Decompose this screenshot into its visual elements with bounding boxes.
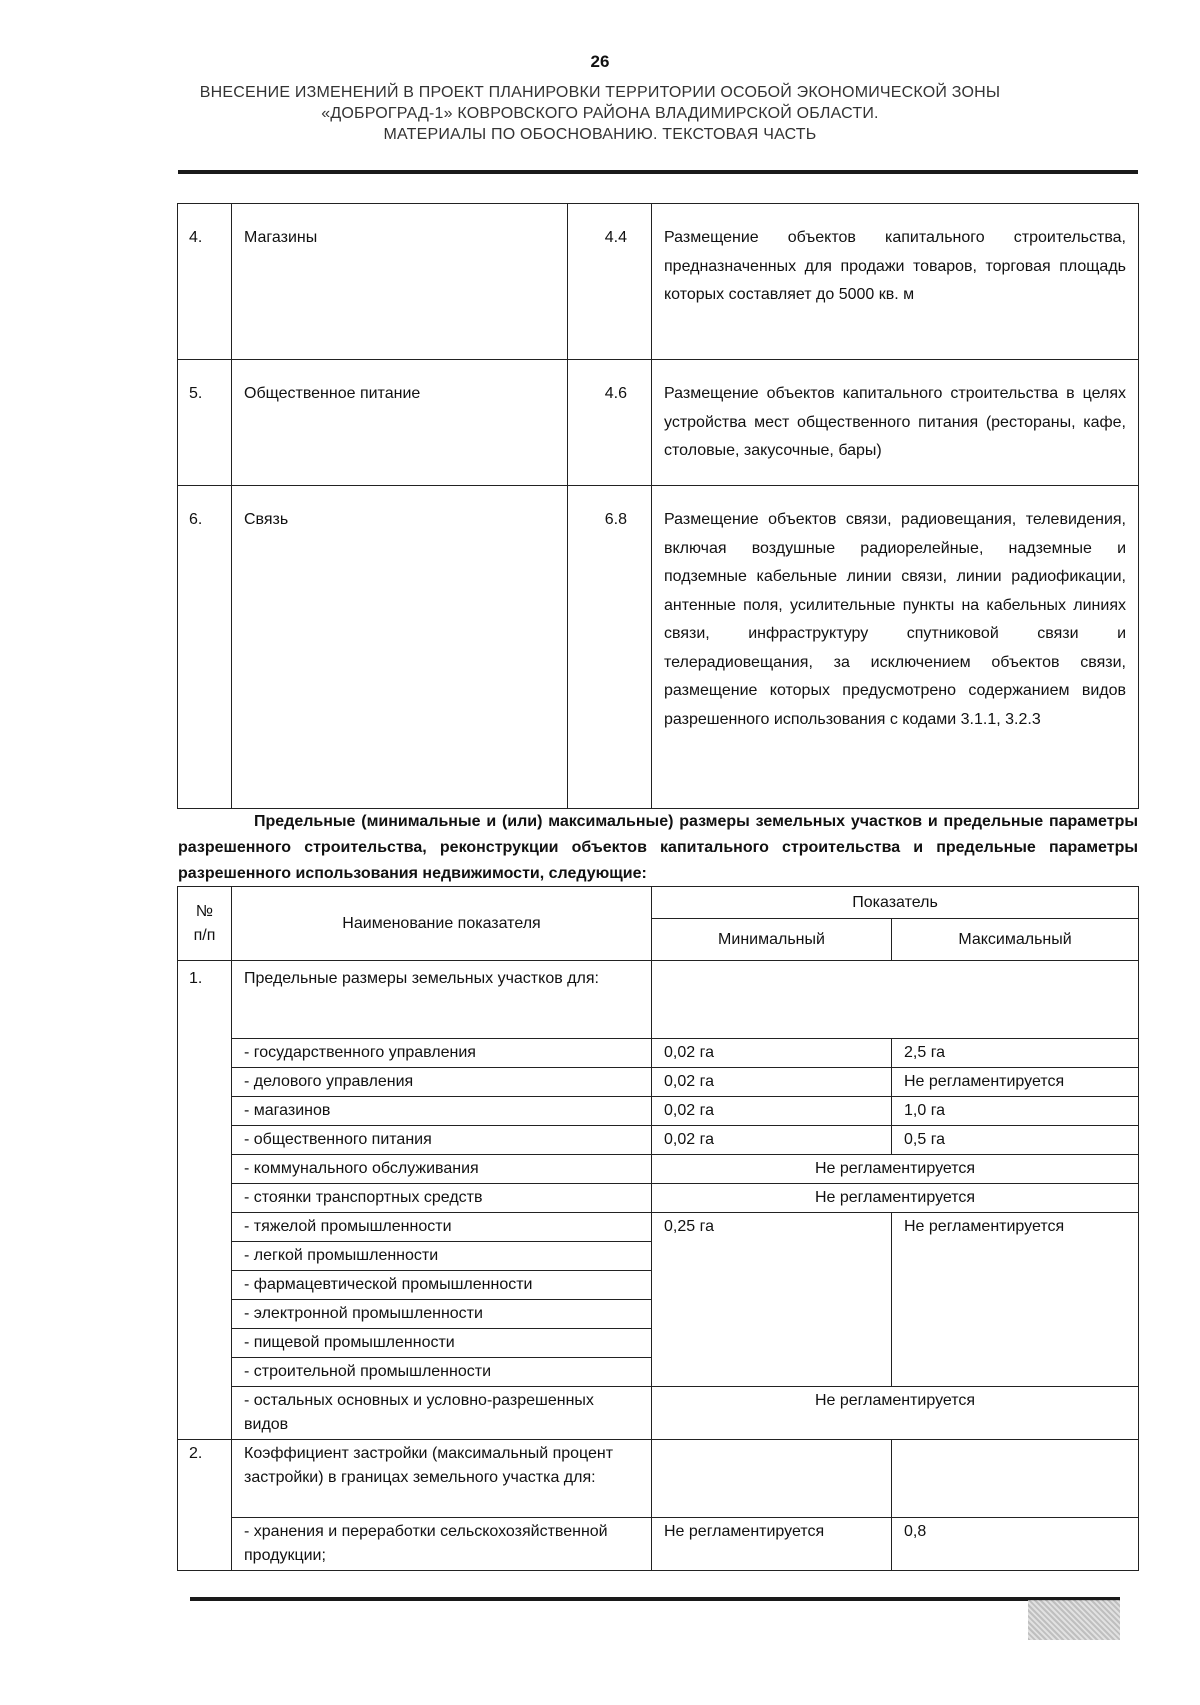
parameter-name: - фармацевтической промышленности bbox=[232, 1271, 652, 1300]
max-value: 0,8 bbox=[892, 1518, 1139, 1571]
use-type-name: Связь bbox=[232, 486, 568, 809]
table-row bbox=[178, 1068, 1139, 1097]
empty-cell bbox=[178, 1271, 232, 1300]
empty-cell bbox=[178, 1518, 232, 1571]
use-type-code: 6.8 bbox=[568, 486, 652, 809]
empty-cell bbox=[178, 1155, 232, 1184]
max-value: Не регламентируется bbox=[892, 1213, 1139, 1387]
parameter-name: - стоянки транспортных средств bbox=[232, 1184, 652, 1213]
header-line: ВНЕСЕНИЕ ИЗМЕНЕНИЙ В ПРОЕКТ ПЛАНИРОВКИ ТЕРРИТОРИИ ОСОБОЙ ЭКОНОМИЧЕСКОЙ ЗОНЫ bbox=[199, 84, 1001, 101]
table-row bbox=[178, 961, 1139, 1039]
min-value: 0,02 га bbox=[652, 1126, 892, 1155]
parameter-name: - магазинов bbox=[232, 1097, 652, 1126]
row-number: 4. bbox=[178, 204, 232, 360]
parameter-name: - остальных основных и условно-разрешенных видов bbox=[232, 1387, 652, 1440]
empty-cell bbox=[178, 1242, 232, 1271]
table-row bbox=[178, 1097, 1139, 1126]
header-indicator: Показатель bbox=[652, 887, 1139, 919]
empty-cell bbox=[178, 1184, 232, 1213]
header-line: «ДОБРОГРАД-1» КОВРОВСКОГО РАЙОНА ВЛАДИМИРСКОЙ ОБЛАСТИ. bbox=[321, 105, 879, 122]
merged-value: Не регламентируется bbox=[652, 1155, 1139, 1184]
page-number: 26 bbox=[590, 52, 610, 71]
empty-cell bbox=[178, 1097, 232, 1126]
parameter-name: - тяжелой промышленности bbox=[232, 1213, 652, 1242]
parameter-name: - общественного питания bbox=[232, 1126, 652, 1155]
empty-cell bbox=[178, 1358, 232, 1387]
table-row bbox=[178, 204, 1139, 360]
footer-divider bbox=[190, 1597, 1120, 1601]
parameter-name: - хранения и переработки сельскохозяйственной продукции; bbox=[232, 1518, 652, 1571]
scan-stamp-mark bbox=[1028, 1600, 1120, 1640]
parameter-name: - пищевой промышленности bbox=[232, 1329, 652, 1358]
use-type-description: Размещение объектов связи, радиовещания, телевидения, включая воздушные радиорелейные, надземные и подземные кабельные линии связи, линии радиофикации, антенные поля, усилительные пункты на кабельных линиях связи, инфраструктуру спутниковой связи и телерадиовещания, за исключением объектов связи, размещение которых предусмотрено содержанием видов разрешенного использования с кодами 3.1.1, 3.2.3 bbox=[652, 486, 1139, 809]
parameter-name: - коммунального обслуживания bbox=[232, 1155, 652, 1184]
row-number: 1. bbox=[178, 961, 232, 1039]
max-value: Не регламентируется bbox=[892, 1068, 1139, 1097]
header-name: Наименование показателя bbox=[232, 887, 652, 961]
use-type-code: 4.6 bbox=[568, 360, 652, 486]
header-min: Минимальный bbox=[652, 919, 892, 961]
parameter-name: - делового управления bbox=[232, 1068, 652, 1097]
parameter-name: - строительной промышленности bbox=[232, 1358, 652, 1387]
empty-cell bbox=[892, 1440, 1139, 1518]
table-row bbox=[178, 1213, 1139, 1242]
table-row bbox=[178, 1518, 1139, 1571]
parameters-intro-text: Предельные (минимальные и (или) максимальные) размеры земельных участков и предельные параметры разрешенного строительства, реконструкции объектов капитального строительства и предельные параметры разрешенного использования недвижимости, следующие: bbox=[178, 813, 1138, 882]
merged-value: Не регламентируется bbox=[652, 1387, 1139, 1440]
empty-cell bbox=[178, 1300, 232, 1329]
section-title: Коэффициент застройки (максимальный процент застройки) в границах земельного участка для: bbox=[232, 1440, 652, 1518]
max-value: 1,0 га bbox=[892, 1097, 1139, 1126]
use-type-description: Размещение объектов капитального строительства, предназначенных для продажи товаров, торговая площадь которых составляет до 5000 кв. м bbox=[652, 204, 1139, 360]
min-value: Не регламентируется bbox=[652, 1518, 892, 1571]
header-max: Максимальный bbox=[892, 919, 1139, 961]
empty-cell bbox=[178, 1126, 232, 1155]
empty-cell bbox=[178, 1068, 232, 1097]
empty-cell bbox=[178, 1329, 232, 1358]
table-row bbox=[178, 1126, 1139, 1155]
header-line: МАТЕРИАЛЫ ПО ОБОСНОВАНИЮ. ТЕКСТОВАЯ ЧАСТЬ bbox=[383, 126, 817, 143]
empty-cell bbox=[178, 1387, 232, 1440]
max-value: 0,5 га bbox=[892, 1126, 1139, 1155]
min-value: 0,02 га bbox=[652, 1068, 892, 1097]
merged-value: Не регламентируется bbox=[652, 1184, 1139, 1213]
table-row bbox=[178, 1387, 1139, 1440]
header-num: № п/п bbox=[178, 887, 232, 961]
table-header-row bbox=[178, 887, 1139, 919]
table-row bbox=[178, 1440, 1139, 1518]
table-row bbox=[178, 1155, 1139, 1184]
empty-cell bbox=[652, 1440, 892, 1518]
use-type-name: Общественное питание bbox=[232, 360, 568, 486]
use-type-name: Магазины bbox=[232, 204, 568, 360]
row-number: 2. bbox=[178, 1440, 232, 1518]
land-use-types-table bbox=[177, 203, 1139, 809]
min-value: 0,25 га bbox=[652, 1213, 892, 1387]
min-value: 0,02 га bbox=[652, 1039, 892, 1068]
header-divider bbox=[178, 170, 1138, 174]
parameter-name: - государственного управления bbox=[232, 1039, 652, 1068]
empty-cell bbox=[178, 1213, 232, 1242]
empty-cell bbox=[178, 1039, 232, 1068]
use-type-code: 4.4 bbox=[568, 204, 652, 360]
document-header bbox=[0, 82, 1200, 145]
table-row bbox=[178, 486, 1139, 809]
min-value: 0,02 га bbox=[652, 1097, 892, 1126]
use-type-description: Размещение объектов капитального строительства в целях устройства мест общественного питания (рестораны, кафе, столовые, закусочные, бары) bbox=[652, 360, 1139, 486]
row-number: 6. bbox=[178, 486, 232, 809]
parameters-table bbox=[177, 886, 1139, 1571]
max-value: 2,5 га bbox=[892, 1039, 1139, 1068]
row-number: 5. bbox=[178, 360, 232, 486]
parameter-name: - легкой промышленности bbox=[232, 1242, 652, 1271]
parameter-name: - электронной промышленности bbox=[232, 1300, 652, 1329]
section-title: Предельные размеры земельных участков для: bbox=[232, 961, 652, 1039]
empty-cell bbox=[652, 961, 1139, 1039]
table-row bbox=[178, 1184, 1139, 1213]
table-row bbox=[178, 1039, 1139, 1068]
table-row bbox=[178, 360, 1139, 486]
